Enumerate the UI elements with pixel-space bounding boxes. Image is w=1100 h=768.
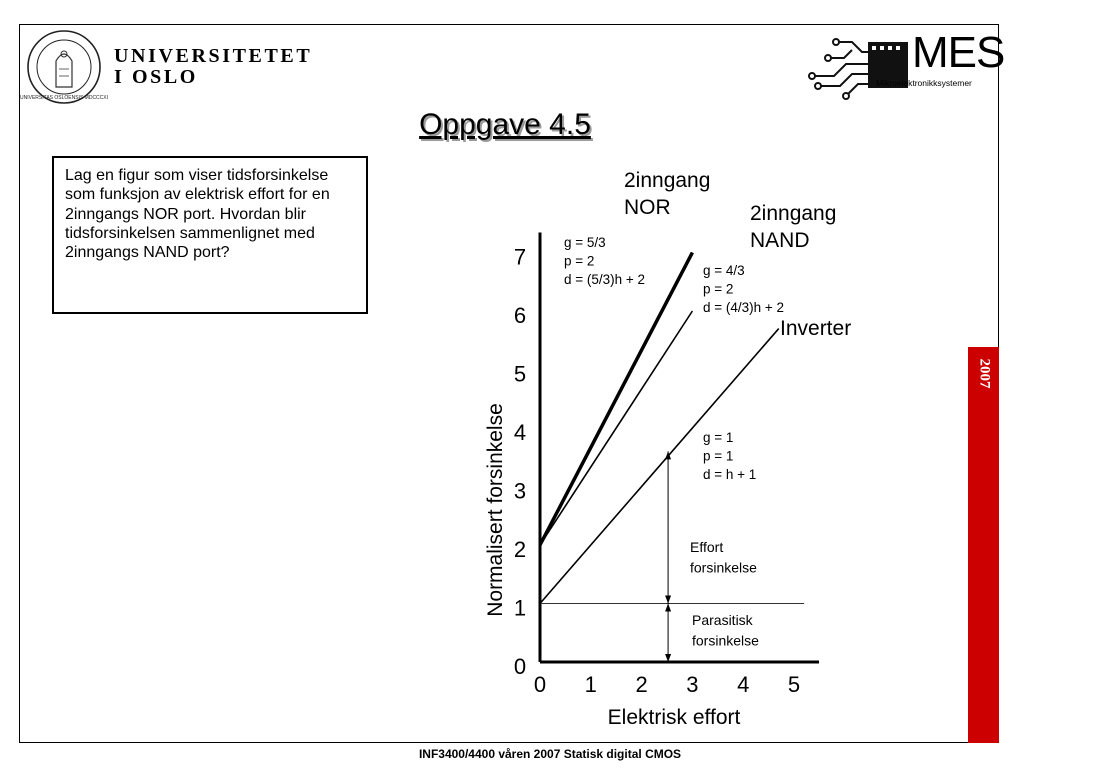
series-line-2: [540, 311, 692, 545]
y-tick-label: 2: [513, 537, 527, 562]
y-tick-label: 7: [513, 244, 527, 270]
y-tick-label: 4: [513, 420, 527, 445]
series-formula-label: d = h + 1: [703, 467, 757, 482]
y-tick-label: 3: [513, 478, 527, 504]
y-tick-label: 6: [513, 303, 527, 328]
mes-logo-subtitle: Mikroelektronikksystemer: [876, 78, 972, 88]
series-name-label: 2inngang: [750, 202, 837, 225]
annotation-label: Effort: [690, 539, 724, 555]
series-name-label: 2inngang: [624, 169, 711, 192]
series-formula-label: g = 5/3: [564, 235, 606, 250]
series-formula-label: p = 2: [564, 253, 595, 269]
x-tick-label: 0: [533, 672, 547, 697]
university-name-line1: UNIVERSITETET: [114, 45, 313, 67]
y-tick-label: 5: [513, 361, 527, 387]
annotation-label: Parasitisk: [692, 612, 753, 628]
y-axis-label: Normalisert forsinkelse: [484, 403, 507, 617]
annotation-label: forsinkelse: [690, 559, 757, 576]
series-formula-label: d = (4/3)h + 2: [703, 300, 785, 315]
y-tick-label: 0: [513, 654, 527, 679]
x-tick-label: 5: [787, 672, 801, 697]
annotation-arrowhead: [665, 596, 671, 604]
annotation-label: forsinkelse: [692, 632, 759, 649]
annotation-arrowhead: [665, 604, 671, 612]
series-name-label: NOR: [624, 196, 671, 219]
series-formula-label: p = 2: [703, 281, 734, 297]
slide-title: Oppgave 4.5: [419, 108, 591, 141]
x-axis-label: Elektrisk effort: [607, 706, 741, 729]
series-formula-label: g = 4/3: [703, 263, 745, 278]
series-formula-label: d = (5/3)h + 2: [564, 272, 646, 287]
chart-labels: [564, 169, 851, 649]
task-text-box: Lag en figur som viser tidsforsinkelse som funksjon av elektrisk effort for en 2inngangs NOR port. Hvordan blir tidsforsinkelsen sammenlignet med 2inngangs NAND port?: [52, 156, 368, 314]
series-line-1: [540, 253, 692, 546]
series-formula-label: g = 1: [703, 430, 734, 445]
footer-text: INF3400/4400 våren 2007 Statisk digital CMOS: [418, 747, 682, 761]
series-name-label: Inverter: [780, 317, 852, 340]
y-tick-label: 1: [513, 595, 527, 621]
x-tick-label: 4: [737, 672, 750, 697]
x-tick-label: 1: [584, 672, 597, 697]
series-name-label: NAND: [750, 229, 810, 252]
series-formula-label: p = 1: [703, 448, 734, 464]
university-name-line2: I OSLO: [114, 66, 198, 88]
x-tick-label: 3: [686, 672, 699, 697]
x-tick-label: 2: [635, 672, 648, 697]
year-label-text: 2007: [976, 358, 992, 388]
mes-logo-text: MES: [912, 28, 1005, 77]
seal-text: UNIVERSITAS OSLOENSIS MDCCCXI: [20, 95, 108, 101]
